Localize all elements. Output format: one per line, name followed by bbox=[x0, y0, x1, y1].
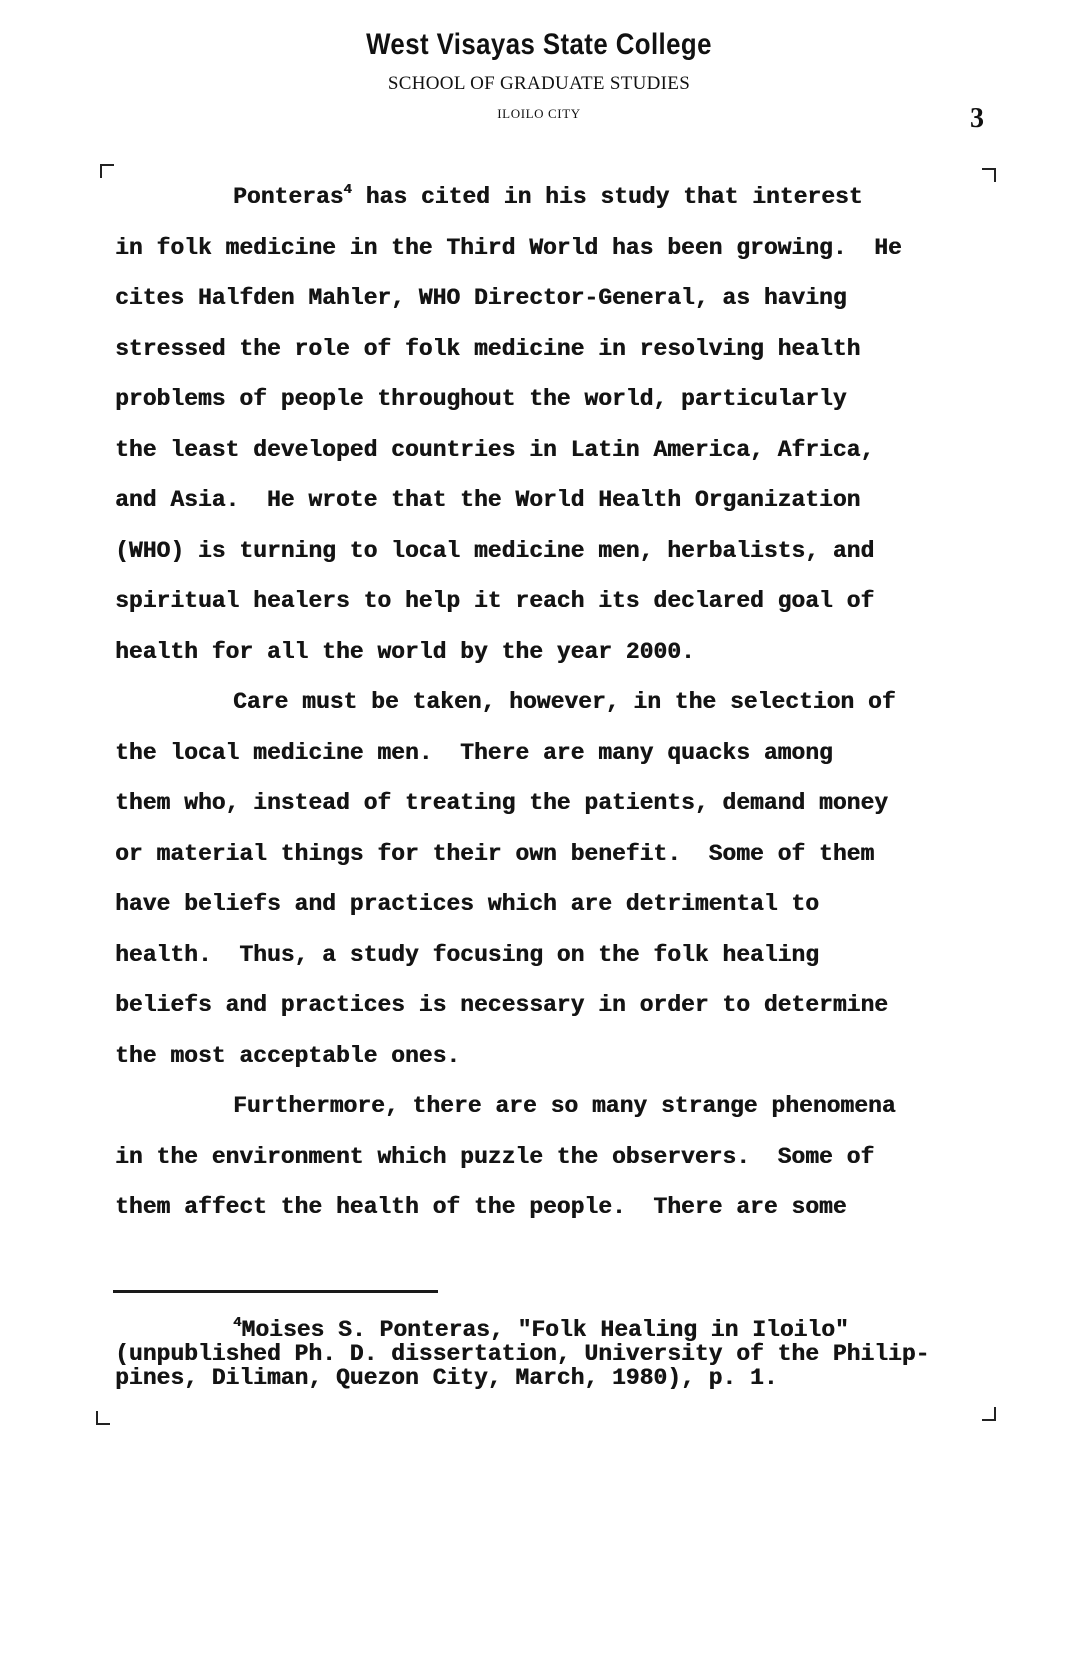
paragraph-line: the most acceptable ones. bbox=[115, 1042, 461, 1069]
paragraph-2 bbox=[115, 677, 995, 1081]
paragraph-line: health. Thus, a study focusing on the folk healing bbox=[115, 941, 819, 968]
paragraph-line: or material things for their own benefit. Some of them bbox=[115, 840, 875, 867]
footnote-line: (unpublished Ph. D. dissertation, University of the Philip- bbox=[115, 1341, 930, 1367]
paragraph-line: beliefs and practices is necessary in order to determine bbox=[115, 992, 888, 1018]
footnote-line bbox=[115, 1315, 1035, 1343]
paragraph-line: stressed the role of folk medicine in resolving health bbox=[115, 335, 861, 362]
paragraph-line: health for all the world by the year 2000. bbox=[115, 638, 695, 665]
crop-mark-bottom-left bbox=[96, 1411, 110, 1425]
paragraph-line: them who, instead of treating the patients, demand money bbox=[115, 790, 888, 816]
paragraph-line: Care must be taken, however, in the selection of bbox=[233, 689, 896, 715]
paragraph-line: the least developed countries in Latin America, Africa, bbox=[115, 436, 875, 463]
paragraph-line: Furthermore, there are so many strange phenomena bbox=[233, 1093, 896, 1119]
footnote-text: Moises S. Ponteras, "Folk Healing in Iloilo" bbox=[241, 1317, 849, 1343]
paragraph-line: problems of people throughout the world, particularly bbox=[115, 386, 847, 412]
footnote-marker: 4 bbox=[233, 1315, 242, 1331]
paragraph-line: (WHO) is turning to local medicine men, herbalists, and bbox=[115, 537, 875, 564]
crop-mark-bottom-right bbox=[982, 1407, 996, 1421]
paragraph-line: cites Halfden Mahler, WHO Director-General, as having bbox=[115, 285, 847, 311]
paragraph-line: spiritual healers to help it reach its declared goal of bbox=[115, 588, 875, 614]
citation-author: Ponteras bbox=[233, 184, 344, 210]
paragraph-1 bbox=[115, 172, 995, 677]
crop-mark-top-left bbox=[100, 164, 114, 178]
paragraph-line: in the environment which puzzle the observers. Some of bbox=[115, 1143, 875, 1170]
paragraph-line bbox=[115, 172, 995, 223]
city-name: ILOILO CITY bbox=[497, 106, 581, 121]
footnote-line: pines, Diliman, Quezon City, March, 1980), p. 1. bbox=[115, 1365, 778, 1391]
school-name: SCHOOL OF GRADUATE STUDIES bbox=[387, 73, 691, 94]
paragraph-line: in folk medicine in the Third World has been growing. He bbox=[115, 234, 902, 261]
footnote bbox=[115, 1315, 1035, 1391]
footnote-divider bbox=[113, 1290, 438, 1293]
paragraph-line: have beliefs and practices which are detrimental to bbox=[115, 891, 819, 917]
page-number: 3 bbox=[970, 103, 984, 134]
paragraph-text: has cited in his study that interest bbox=[351, 184, 863, 210]
paragraph-line: the local medicine men. There are many quacks among bbox=[115, 739, 833, 766]
institution-name: West Visayas State College bbox=[366, 28, 712, 61]
body-text bbox=[115, 172, 995, 1233]
paragraph-3 bbox=[115, 1081, 995, 1233]
footnote-reference: 4 bbox=[343, 182, 352, 198]
paragraph-line: and Asia. He wrote that the World Health Organization bbox=[115, 487, 861, 513]
paragraph-line: them affect the health of the people. There are some bbox=[115, 1194, 847, 1220]
